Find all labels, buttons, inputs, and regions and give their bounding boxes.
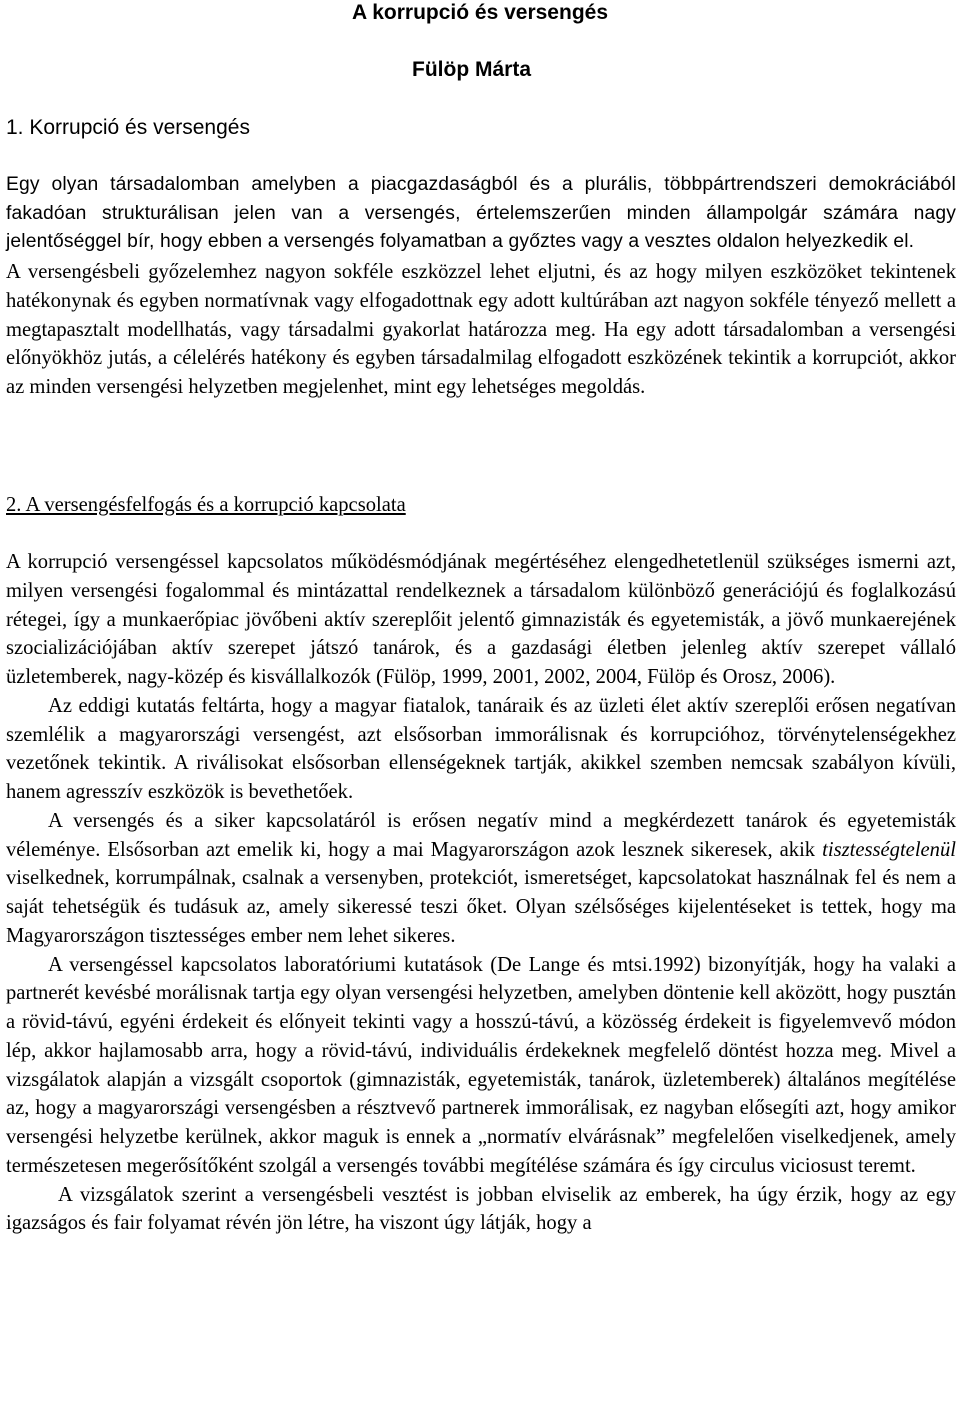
section-2-paragraph-3-emphasis: tisztességtelenül [822,838,956,861]
section-2-paragraph-3-text-a: A versengés és a siker kapcsolatáról is erősen negatív mind a megkérdezett tanárok és egyetemisták véleménye. Elsősorban azt emelik ki, hogy a mai Magyarországon azok lesznek sikeresek, akik [6,809,956,861]
author-name: Fülöp Márta [412,58,531,81]
section-2-paragraph-1-text: A korrupció versengéssel kapcsolatos működésmódjának megértéséhez elengedhetetlenül szükséges ismerni azt, milyen versengési fogalommal és mintázattal rendelkeznek a társadalom különböző generációjú és foglalkozású rétegei, így a munkaerőpiac jövőbeni aktív szereplőit jelentő gimnazisták és egyetemisták, a jövő munkaerejének szocializációjában aktív szerepet játszó tanárok, és a gazdasági életben jelenleg aktív szerepet vállaló üzletemberek, nagy-közép és kisvállalkozók (Fülöp, 1999, 2001, 2002, 2004, Fülöp és Orosz, 2006). [6,551,956,688]
section-1-paragraph-text: A versengésbeli győzelemhez nagyon sokféle eszközzel lehet eljutni, és az hogy milyen eszközöket tekintenek hatékonynak és egyben normatívnak vagy elfogadottnak egy adott kultúrában azt nagyon sokféle tényező mellett a megtapasztalt modellhatás, vagy társadalmi gyakorlat határozza meg. Ha egy adott társadalomban a versengési előnyökhöz jutás, a célelérés hatékony és egyben társadalmilag elfogadott eszközének tekintik a korrupciót, akkor az minden versengési helyzetben megjelenhet, mint egy lehetséges megoldás. [6,261,956,398]
section-2-body [6,548,956,1238]
section-2-paragraph-5: A vizsgálatok szerint a versengésbeli vesztést is jobban elviselik az emberek, ha úgy érzik, hogy az egy igazságos és fair folyamat révén jön létre, ha viszont úgy látják, hogy a [6,1183,956,1235]
section-2-paragraph-1 [6,548,956,692]
section-2-heading: 2. A versengésfelfogás és a korrupció kapcsolata [6,494,406,516]
section-1-paragraph-intro: Egy olyan társadalomban amelyben a piacgazdaságból és a plurális, többpártrendszeri demokráciából fakadóan strukturálisan jelen van a versengés, értelemszerűen minden állampolgár számára nagy jelentőséggel bír, hogy ebben a versengés folyamatban a győztes vagy a vesztes oldalon helyezkedik el. [6,174,956,253]
section-1-paragraph-continuation [6,258,956,402]
section-2-paragraph-4: A versengéssel kapcsolatos laboratóriumi kutatások (De Lange és mtsi.1992) bizonyítják, hogy ha valaki a partnerét kevésbé morálisnak tartja egy olyan versengési helyzetben, amelyben döntenie kell aközött, hogy pusztán a rövid-távú, egyéni érdekeit és előnyeit tekinti vagy a hosszú-távú, a közösség érdekeit is figyelemvevő módon lép, akkor hajlamosabb arra, hogy a rövid-távú, individuális érdekeknek megfelelő döntést hozza meg. Mivel a vizsgálatok alapján a vizsgált csoportok (gimnazisták, egyetemisták, tanárok, üzletemberek) általános megítélése az, hogy a magyarországi versengésben a résztvevő partnerek immorálisak, ez nagyban elősegíti azt, hogy amikor versengési helyzetbe kerülnek, akkor maguk is ennek a „normatív elvárásnak” megfelelően viselkedjenek, amely természetesen megerősítőként szolgál a versengés további megítélése számára és így circulus viciosust teremt. [6,953,956,1177]
section-2-paragraph-3-text-b: viselkednek, korrumpálnak, csalnak a versenyben, protekciót, ismeretséget, kapcsolatokat használnak fel és nem a saját tehetségük és tudásuk az, amely sikeressé teszi őket. Olyan szélsőséges kijelentéseket is tettek, hogy ma Magyarországon tisztességes ember nem lehet sikeres. [6,867,956,947]
section-2-paragraph-2: Az eddigi kutatás feltárta, hogy a magyar fiatalok, tanáraik és az üzleti élet aktív szereplői erősen negatívan szemlélik a magyarországi versengést, azt elsősorban immorálisnak és korrupcióhoz, törvénytelenségekhez vezetőnek tekintik. A riválisokat elsősorban ellenségeknek tartják, akikkel szemben nemcsak szabályon kívüli, hanem agresszív eszközök is bevethetőek. [6,694,956,803]
section-1-heading: 1. Korrupció és versengés [6,116,250,139]
section-2-paragraph-3 [6,807,956,951]
document-title: A korrupció és versengés [352,1,608,24]
